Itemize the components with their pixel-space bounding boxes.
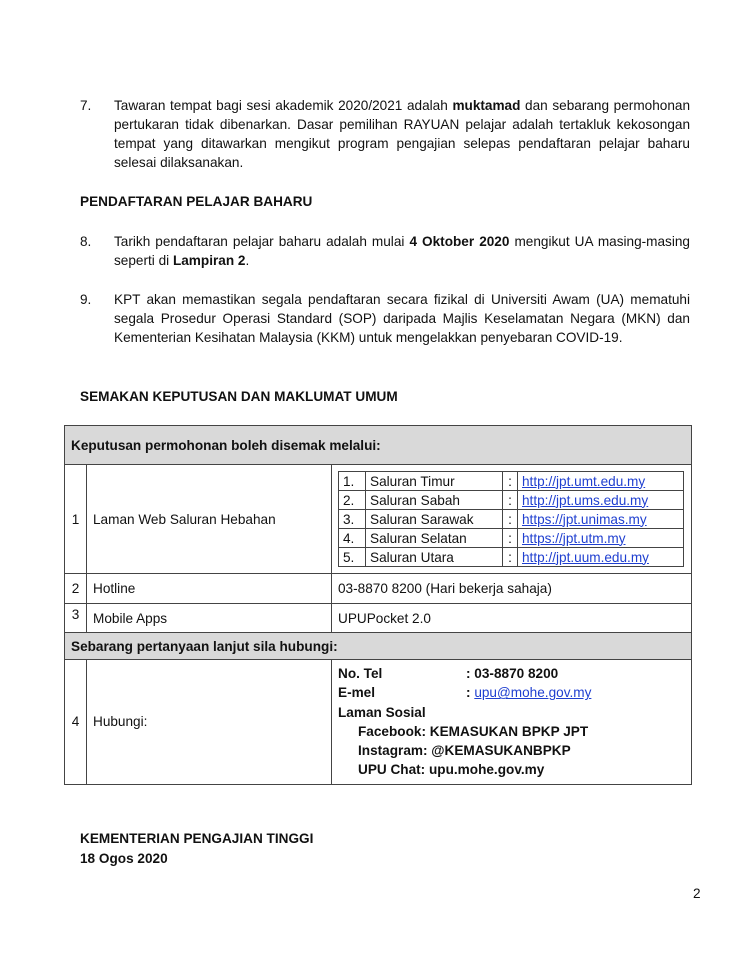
table-row-hotline	[65, 574, 692, 604]
channel-link-sabah[interactable]: http://jpt.ums.edu.my	[522, 492, 649, 508]
channel-number: 1.	[339, 472, 366, 491]
channel-url-cell	[518, 491, 684, 510]
upu-chat-text: UPU Chat: upu.mohe.gov.my	[358, 762, 545, 778]
channel-separator: :	[503, 472, 518, 491]
channel-link-timur[interactable]: http://jpt.umt.edu.my	[522, 473, 646, 489]
text-run: .	[245, 253, 250, 268]
channel-row	[339, 472, 684, 491]
bold-run: Lampiran 2	[172, 253, 246, 268]
channel-row	[339, 529, 684, 548]
channel-number: 5.	[339, 548, 366, 567]
tel-label: No. Tel	[338, 666, 383, 681]
channel-name: Saluran Selatan	[366, 529, 503, 548]
paragraph-text	[114, 96, 690, 172]
channel-name: Saluran Sabah	[366, 491, 503, 510]
signature-block	[80, 829, 313, 869]
channel-table	[338, 471, 684, 567]
channel-name: Saluran Timur	[366, 472, 503, 491]
ministry-name: KEMENTERIAN PENGAJIAN TINGGI	[80, 831, 314, 846]
paragraph-8	[80, 232, 690, 270]
row-number: 2	[65, 574, 87, 604]
channel-row	[339, 510, 684, 529]
paragraph-number: 7.	[80, 98, 92, 113]
document-date: 18 Ogos 2020	[80, 851, 168, 866]
row-label: Hubungi:	[87, 660, 332, 785]
channel-cell	[332, 465, 692, 574]
channel-link-sarawak[interactable]: https://jpt.unimas.my	[522, 511, 647, 527]
row-number: 3	[65, 604, 87, 633]
channel-row	[339, 491, 684, 510]
row-label: Hotline	[87, 574, 332, 604]
email-colon: :	[466, 685, 475, 701]
paragraph-number: 9.	[80, 292, 92, 307]
paragraph-7	[80, 96, 690, 172]
email-label: E-mel	[338, 685, 376, 701]
facebook-text: Facebook: KEMASUKAN BPKP JPT	[358, 723, 589, 739]
contact-tel	[338, 664, 685, 683]
heading-registration: PENDAFTARAN PELAJAR BAHARU	[80, 194, 313, 209]
channel-separator: :	[503, 529, 518, 548]
channel-url-cell	[518, 548, 684, 567]
paragraph-number: 8.	[80, 234, 92, 249]
heading-semakan: SEMAKAN KEPUTUSAN DAN MAKLUMAT UMUM	[80, 389, 398, 404]
channel-row	[339, 548, 684, 567]
table-row-apps	[65, 604, 692, 633]
table-header-row	[65, 426, 692, 465]
table-row-website	[65, 465, 692, 574]
channel-url-cell	[518, 529, 684, 548]
email-value-wrap	[466, 683, 591, 702]
paragraph-9	[80, 290, 690, 347]
bold-run: muktamad	[452, 98, 521, 113]
channel-url-cell	[518, 472, 684, 491]
row-value: 03-8870 8200 (Hari bekerja sahaja)	[332, 574, 692, 604]
row-value: UPUPocket 2.0	[332, 604, 692, 633]
email-link[interactable]: upu@mohe.gov.my	[474, 685, 592, 701]
table-row-contact	[65, 660, 692, 785]
bold-run: 4 Oktober 2020	[409, 234, 510, 249]
contact-email	[338, 683, 685, 702]
table-header-row	[65, 633, 692, 660]
social-label: Laman Sosial	[338, 704, 426, 720]
channel-number: 2.	[339, 491, 366, 510]
text-run: Tarikh pendaftaran pelajar baharu adalah mulai	[114, 234, 410, 249]
instagram-text: Instagram: @KEMASUKANBPKP	[358, 743, 571, 759]
table-header-check-results: Keputusan permohonan boleh disemak melalui:	[65, 426, 692, 465]
row-label: Laman Web Saluran Hebahan	[87, 465, 332, 574]
channel-name: Saluran Utara	[366, 548, 503, 567]
contact-cell	[332, 660, 692, 785]
row-number: 1	[65, 465, 87, 574]
channel-separator: :	[503, 548, 518, 567]
channel-separator: :	[503, 491, 518, 510]
channel-number: 4.	[339, 529, 366, 548]
text-run: dan sebarang permohonan pertukaran tidak dibenarkan. Dasar pemilihan RAYUAN pelajar adalah tertakluk kekosongan tempat yang ditawarkan mengikut program pengajian selepas pendaftaran pelajar baharu selesai dilaksanakan.	[114, 98, 691, 170]
channel-link-selatan[interactable]: https://jpt.utm.my	[522, 530, 626, 546]
text-run: Tawaran tempat bagi sesi akademik 2020/2021 adalah	[114, 98, 453, 113]
tel-value: : 03-8870 8200	[466, 666, 559, 681]
paragraph-text	[114, 232, 690, 270]
channel-link-utara[interactable]: http://jpt.uum.edu.my	[522, 549, 649, 565]
channel-name: Saluran Sarawak	[366, 510, 503, 529]
row-label: Mobile Apps	[87, 604, 332, 633]
channel-number: 3.	[339, 510, 366, 529]
paragraph-text: KPT akan memastikan segala pendaftaran secara fizikal di Universiti Awam (UA) mematuhi segala Prosedur Operasi Standard (SOP) daripada Majlis Keselamatan Negara (MKN) dan Kementerian Kesihatan Malaysia (KKM) untuk mengelakkan penyebaran COVID-19.	[114, 292, 690, 345]
contact-details	[338, 660, 685, 784]
row-number: 4	[65, 660, 87, 785]
channel-separator: :	[503, 510, 518, 529]
info-table	[64, 425, 692, 785]
channel-url-cell	[518, 510, 684, 529]
text-run: mengikut UA masing-masing seperti di	[114, 234, 690, 268]
table-header-enquiries: Sebarang pertanyaan lanjut sila hubungi:	[65, 633, 692, 660]
page-number: 2	[693, 886, 701, 901]
